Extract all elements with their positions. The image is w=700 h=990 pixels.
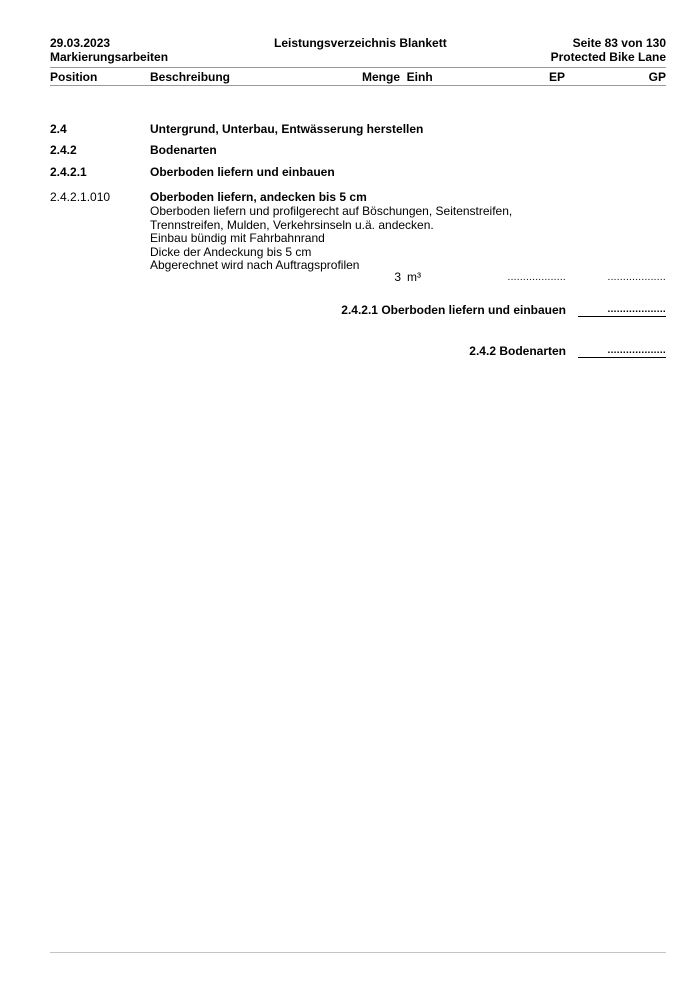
header-title: Leistungsverzeichnis Blankett	[274, 36, 447, 50]
description-line: Oberboden liefern und profilgerecht auf Böschungen, Seitenstreifen,	[150, 204, 513, 218]
description-line: Einbau bündig mit Fahrbahnrand	[150, 231, 325, 245]
subtotal-underline	[578, 357, 666, 358]
section-number: 2.4	[50, 122, 67, 136]
item-quantity: 3	[394, 270, 401, 284]
subtotal-value: ...................	[607, 345, 666, 356]
section-number: 2.4.2.1	[50, 165, 87, 179]
subtotal-label: 2.4.2.1 Oberboden liefern und einbauen	[341, 303, 566, 317]
header-project: Protected Bike Lane	[550, 50, 666, 64]
subtotal-value: ...................	[607, 304, 666, 315]
subtotal-label: 2.4.2 Bodenarten	[469, 344, 566, 358]
section-title: Oberboden liefern und einbauen	[150, 165, 335, 179]
section-title: Untergrund, Unterbau, Entwässerung herstellen	[150, 122, 424, 136]
col-ep: EP	[548, 70, 565, 84]
subtotal-underline	[578, 316, 666, 317]
item-gp-field: ...................	[607, 272, 666, 283]
description-line: Trennstreifen, Mulden, Verkehrsinseln u.ä. andecken.	[150, 217, 434, 232]
col-menge-einh: Menge Einh	[362, 70, 433, 84]
item-description	[150, 205, 512, 273]
section-number: 2.4.2	[50, 143, 77, 157]
header-page: Seite 83 von 130	[572, 36, 666, 50]
item-number: 2.4.2.1.010	[50, 190, 111, 204]
section-title: Bodenarten	[150, 143, 217, 157]
column-rule	[50, 85, 666, 86]
description-line: Dicke der Andeckung bis 5 cm	[150, 244, 312, 259]
description-line: Abgerechnet wird nach Auftragsprofilen	[150, 258, 360, 272]
header-date: 29.03.2023	[50, 36, 111, 50]
header-subject: Markierungsarbeiten	[50, 50, 169, 64]
col-gp: GP	[648, 70, 666, 84]
item-unit: m³	[407, 270, 421, 284]
col-beschreibung: Beschreibung	[150, 70, 231, 84]
footer-rule	[50, 952, 666, 953]
item-ep-field: ...................	[507, 272, 566, 283]
col-position: Position	[50, 70, 98, 84]
item-title: Oberboden liefern, andecken bis 5 cm	[150, 190, 367, 204]
header-rule	[50, 67, 666, 68]
